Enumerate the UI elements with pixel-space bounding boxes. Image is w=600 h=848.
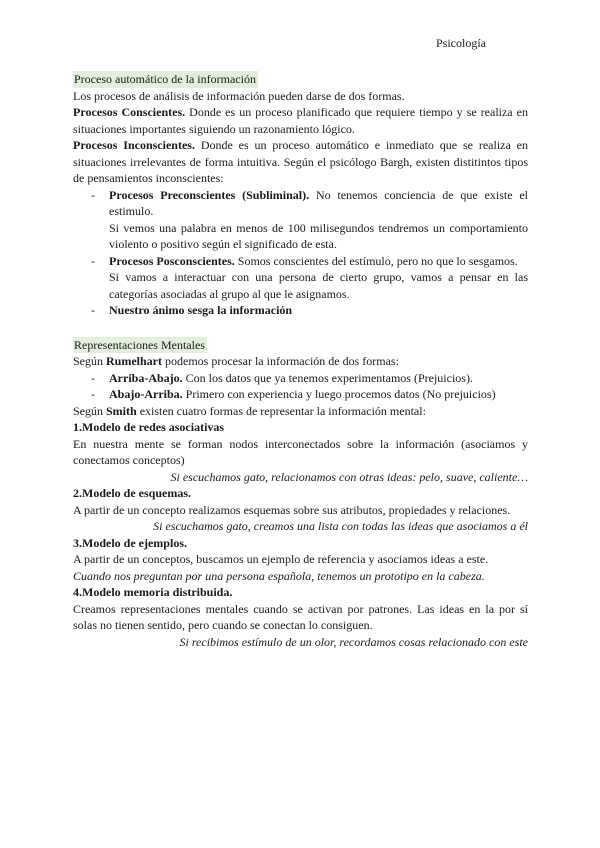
model-example: Cuando nos preguntan por una persona española, tenemos un prototipo en la cabeza. [73,568,485,583]
inconscientes-list [73,187,528,319]
model-description: Creamos representaciones mentales cuando se activan por patrones. Las ideas en la por sí solas no tienen sentido, pero cuando se conectan lo consiguen. [73,601,528,632]
list-item: - Nuestro ánimo sesga la información [73,302,528,319]
rumelhart-list [73,370,528,403]
list-item: - Arriba-Abajo. Con los datos que ya tenemos experimentamos (Prejuicios). [73,370,528,387]
paragraph-rumelhart: Según Rumelhart podemos procesar la información de dos formas: [73,354,399,368]
list-item-example: Si vamos a interactuar con una persona de cierto grupo, vamos a pensar en las categorías asociadas al grupo al que le asignamos. [109,270,528,301]
list-item: - Procesos Posconscientes. Somos conscientes del estímulo, pero no que lo sesgamos. Si vamos a interactuar con una persona de cierto grupo, vamos a pensar en las categorías asociadas al grupo al que le asignamos. [73,253,528,303]
section-title-proceso-automatico: Proceso automático de la información [74,72,256,86]
model-description: A partir de un concepto realizamos esquemas sobre sus atributos, propiedades y relaciones. [73,502,511,517]
model-description: A partir de un conceptos, buscamos un ejemplo de referencia y asociamos ideas a este. [73,552,489,566]
model-example: Si escuchamos gato, relacionamos con otras ideas: pelo, suave, caliente… [170,469,528,484]
paragraph-procesos-conscientes: Procesos Conscientes. Donde es un proceso planificado que requiere tiempo y se realiza en situaciones importantes siguiendo un razonamiento lógico. [73,105,528,136]
document-body [73,71,528,650]
paragraph-procesos-inconscientes: Procesos Inconscientes. Donde es un proceso automático e inmediato que se realiza en situaciones irrelevantes de forma intuitiva. Según el psicólogo Bargh, existen distitintos tipos de pensamientos inconscientes: [73,138,528,185]
term-procesos-conscientes: Procesos Conscientes. [73,105,186,119]
model-description: En nuestra mente se forman nodos interconectados sobre la información (asociamos y conectamos conceptos) [73,436,528,467]
paragraph-smith: Según Smith existen cuatro formas de representar la información mental: [73,403,426,418]
page-header-subject: Psicología [436,36,486,50]
model-title: 4.Modelo memoria distribuida. [73,585,233,599]
list-item-example: Si vemos una palabra en menos de 100 milisegundos tendremos un comportamiento violento o positivo según el significado de esta. [109,220,528,251]
model-title: 3.Modelo de ejemplos. [73,535,187,550]
section-title-representaciones-mentales: Representaciones Mentales [74,337,205,352]
section1-intro: Los procesos de análisis de información pueden darse de dos formas. [73,88,405,103]
term-procesos-inconscientes: Procesos Inconscientes. [73,138,195,152]
list-item: - Abajo-Arriba. Primero con experiencia y luego procemos datos (No prejuicios) [73,386,528,403]
model-title: 1.Modelo de redes asociativas [73,420,225,434]
model-example: Si escuchamos gato, creamos una lista con todas las ideas que asociamos a él [153,519,528,533]
model-title: 2.Modelo de esquemas. [73,486,191,500]
model-example: Si recibimos estímulo de un olor, recordamos cosas relacionado con este [179,634,528,649]
list-item: - Procesos Preconscientes (Subliminal). No tenemos conciencia de que existe el estimulo. Si vemos una palabra en menos de 100 milisegundos tendremos un comportamiento violento o positivo según el significado de esta. [73,187,528,253]
